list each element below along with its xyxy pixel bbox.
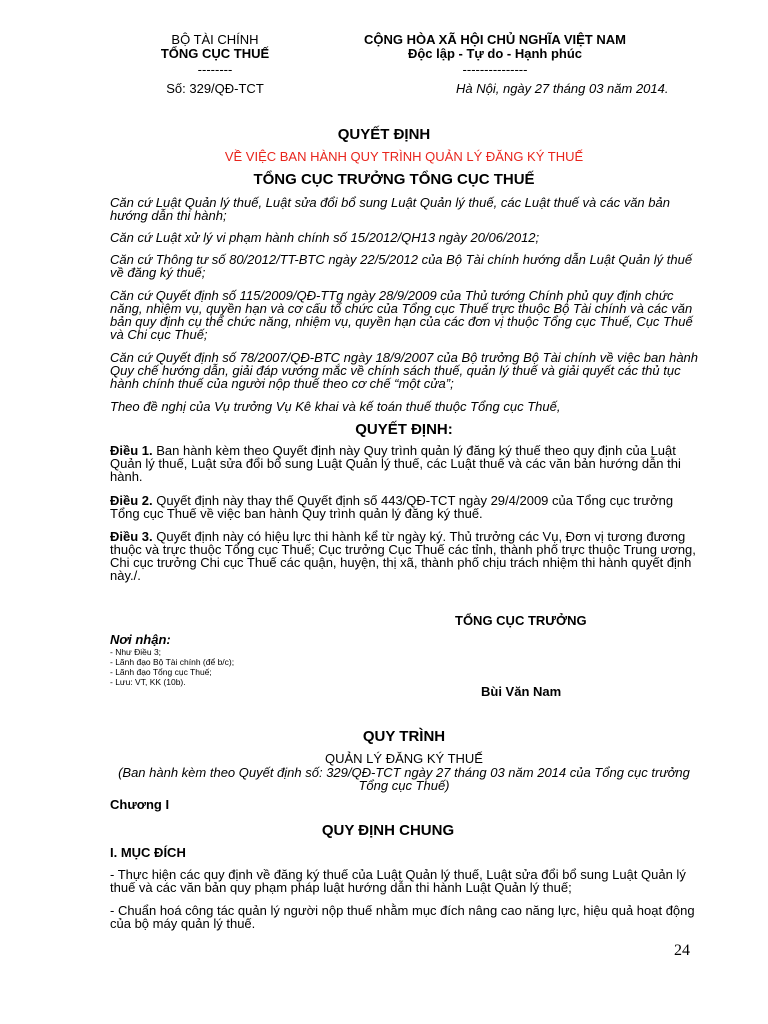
procedure-note: (Ban hành kèm theo Quyết định số: 329/QĐ-TCT ngày 27 tháng 03 năm 2014 của Tổng cục trưởng Tổng cục Thuế) [118, 765, 690, 793]
preamble-paragraph-5: Căn cứ Quyết định số 78/2007/QĐ-BTC ngày 18/9/2007 của Bộ trưởng Bộ Tài chính về việc ban hành Quy chế hướng dẫn, giải đáp vướng mắc về chính sách thuế, quản lý thuế và giải quyết các thủ tục hành chính thuế của người nộp thuế theo cơ chế “một cửa”; [110, 350, 699, 391]
preamble-paragraph-2: Căn cứ Luật xử lý vi phạm hành chính số 15/2012/QH13 ngày 20/06/2012; [110, 230, 540, 245]
article-1: Điều 1. Ban hành kèm theo Quyết định này Quy trình quản lý đăng ký thuế theo quy định của Luật Quản lý thuế, Luật sửa đổi bổ sung Luật Quản lý thuế, các Luật thuế và các văn bản hướng dẫn thi hành. [110, 443, 681, 484]
recipient-item: - Như Điều 3; [110, 647, 162, 657]
recipient-item: - Lãnh đạo Bộ Tài chính (để b/c); [110, 657, 235, 667]
section-heading: I. MỤC ĐÍCH [110, 845, 186, 860]
ministry-name: BỘ TÀI CHÍNH [171, 32, 259, 47]
decision-title: QUYẾT ĐỊNH [337, 126, 431, 143]
department-name: TỔNG CỤC THUẾ [160, 46, 270, 61]
preamble-paragraph-3: Căn cứ Thông tư số 80/2012/TT-BTC ngày 22/5/2012 của Bộ Tài chính hướng dẫn Luật Quản lý thuế về đăng ký thuế; [110, 252, 693, 280]
preamble-paragraph-4: Căn cứ Quyết định số 115/2009/QĐ-TTg ngày 28/9/2009 của Thủ tướng Chính phủ quy định chức năng, nhiệm vụ, quyền hạn và cơ cấu tổ chức của Tổng cục Thuế trực thuộc Bộ Tài chính và các văn bản quy định cụ thể chức năng, nhiệm vụ, quyền hạn của các đơn vị thuộc Tổng cục Thuế, Cục Thuế và Chi cục Thuế; [110, 288, 693, 342]
republic-name: CỘNG HÒA XÃ HỘI CHỦ NGHĨA VIỆT NAM [364, 32, 626, 47]
national-motto: Độc lập - Tự do - Hạnh phúc [407, 46, 583, 61]
procedure-title: QUY TRÌNH [362, 728, 446, 745]
recipient-item: - Lãnh đạo Tổng cục Thuế; [110, 667, 212, 677]
decision-heading: QUYẾT ĐỊNH: [355, 421, 453, 438]
date-place: Hà Nội, ngày 27 tháng 03 năm 2014. [456, 81, 669, 96]
preamble-paragraph-6: Theo đề nghị của Vụ trưởng Vụ Kê khai và kế toán thuế thuộc Tổng cục Thuế, [110, 399, 561, 414]
recipients-list [110, 647, 234, 687]
decision-subject: VỀ VIỆC BAN HÀNH QUY TRÌNH QUẢN LÝ ĐĂNG KÝ THUẾ [224, 149, 584, 164]
left-divider: -------- [197, 62, 233, 77]
purpose-item-2: - Chuẩn hoá công tác quản lý người nộp thuế nhằm mục đích nâng cao năng lực, hiệu quả hoạt động của bộ máy quản lý thuế. [110, 903, 695, 931]
recipient-item: - Lưu: VT, KK (10b). [110, 677, 186, 687]
article-3: Điều 3. Quyết định này có hiệu lực thi hành kể từ ngày ký. Thủ trưởng các Vụ, Đơn vị tương đương thuộc và trực thuộc Tổng cục Thuế; Cục trưởng Cục Thuế các tỉnh, thành phố trực thuộc Trung ương, Chi cục trưởng Chi cục Thuế các quận, huyện, thị xã, thành phố chịu trách nhiệm thi hành quyết định này./. [110, 529, 696, 583]
signer-position: TỔNG CỤC TRƯỞNG [455, 613, 587, 628]
right-divider: --------------- [462, 62, 528, 77]
article-2: Điều 2. Quyết định này thay thế Quyết định số 443/QĐ-TCT ngày 29/4/2009 của Tổng cục trưởng Tổng cục Thuế về việc ban hành Quy trình quản lý đăng ký thuế. [110, 493, 674, 521]
doc-number: Số: 329/QĐ-TCT [166, 81, 264, 96]
page-number: 24 [674, 942, 690, 959]
chapter-title: QUY ĐỊNH CHUNG [321, 822, 455, 839]
purpose-item-1: - Thực hiện các quy định về đăng ký thuế của Luật Quản lý thuế, Luật sửa đổi bổ sung Luật Quản lý thuế và các văn bản quy phạm pháp luật hướng dẫn thi hành Luật Quản lý thuế; [110, 867, 686, 895]
signer-name: Bùi Văn Nam [481, 684, 562, 699]
chapter-label: Chương I [110, 797, 170, 812]
procedure-subtitle: QUẢN LÝ ĐĂNG KÝ THUẾ [325, 751, 483, 766]
recipients-label: Nơi nhận: [110, 632, 171, 647]
issuing-authority: TỔNG CỤC TRƯỞNG TỔNG CỤC THUẾ [253, 171, 535, 188]
preamble-paragraph-1: Căn cứ Luật Quản lý thuế, Luật sửa đổi bổ sung Luật Quản lý thuế, các Luật thuế và các văn bản hướng dẫn thi hành; [110, 195, 670, 223]
